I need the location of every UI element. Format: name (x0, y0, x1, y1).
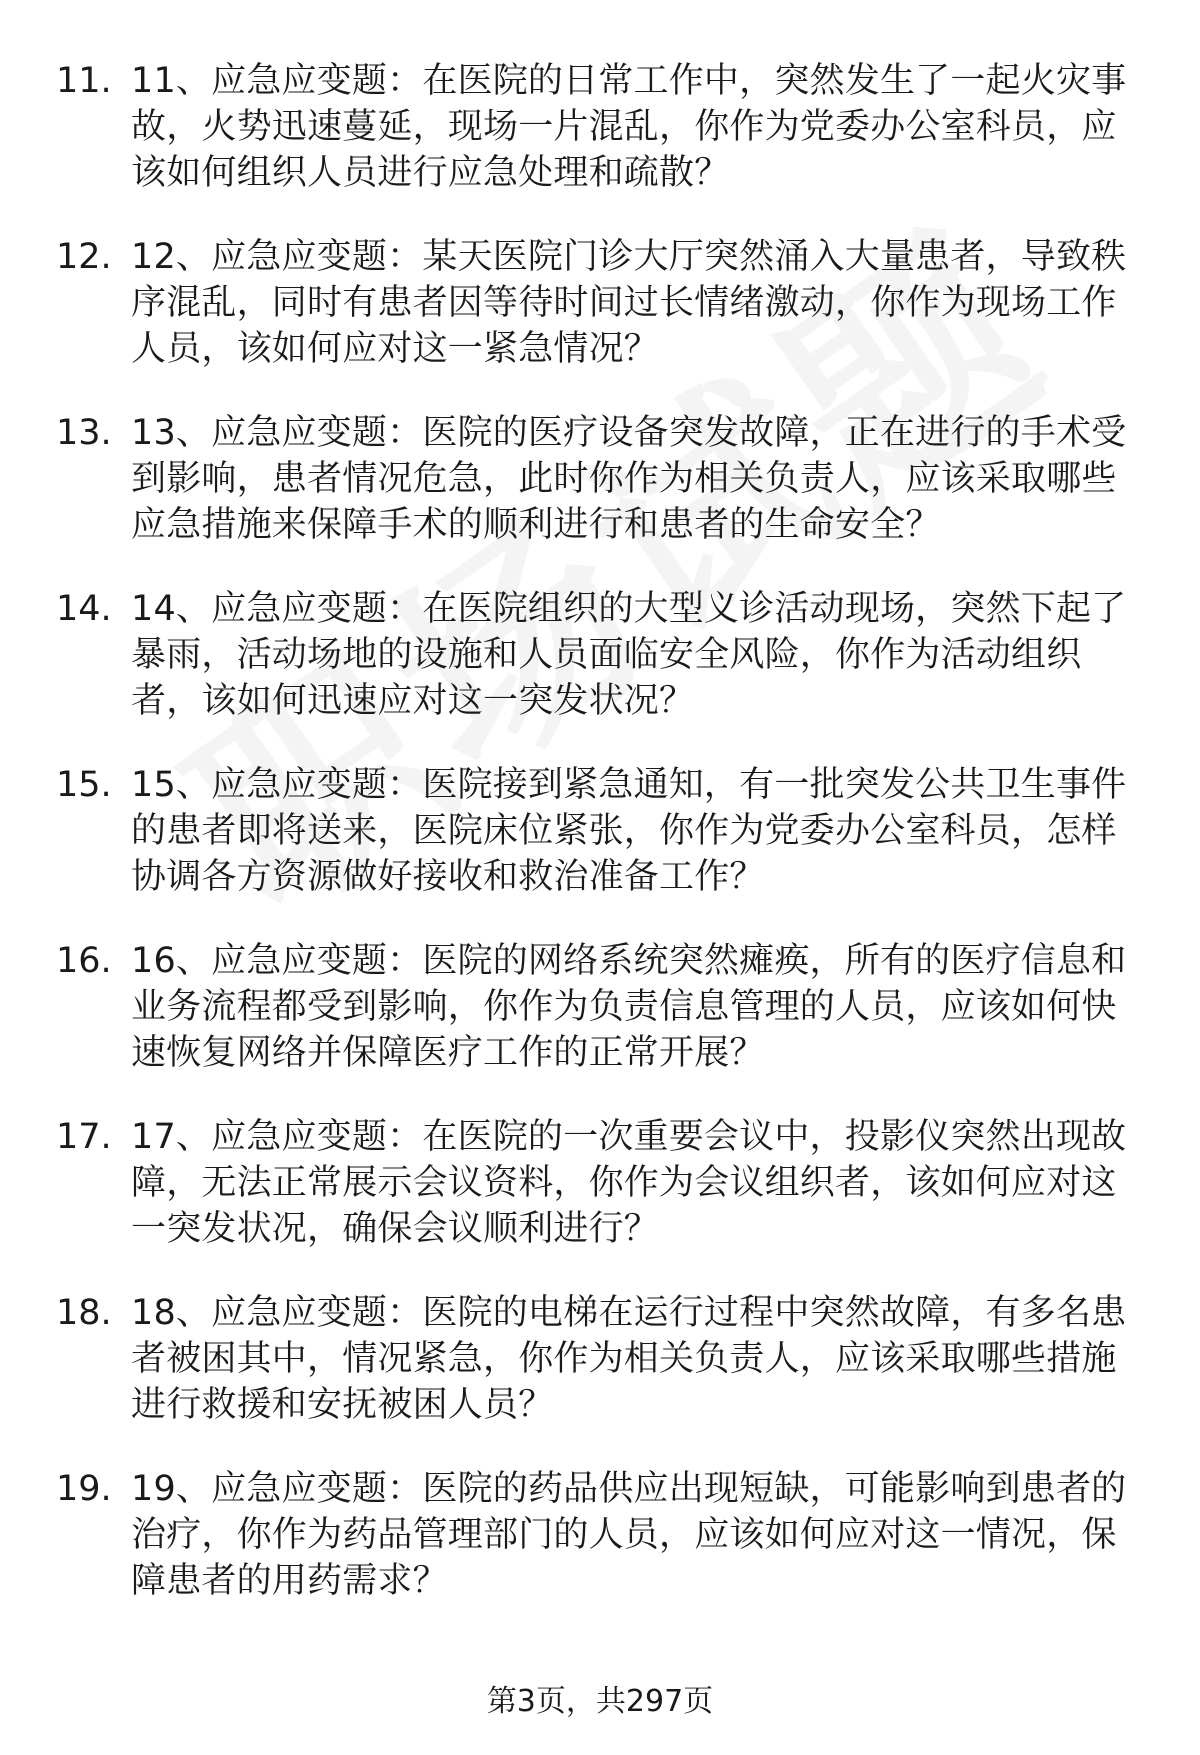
list-item (0, 938, 1200, 1114)
question-text: 15、应急应变题：医院接到紧急通知，有一批突发公共卫生事件的患者即将送来，医院床位紧张，你作为党委办公室科员，怎样协调各方资源做好接收和救治准备工作？ (131, 765, 1127, 897)
question-text: 12、应急应变题：某天医院门诊大厅突然涌入大量患者，导致秩序混乱，同时有患者因等待时间过长情绪激动，你作为现场工作人员，该如何应对这一紧急情况？ (131, 237, 1127, 369)
question-number: 12. (56, 237, 112, 277)
question-number: 17. (56, 1117, 112, 1157)
question-number: 11. (56, 61, 112, 101)
question-text: 19、应急应变题：医院的药品供应出现短缺，可能影响到患者的治疗，你作为药品管理部门的人员，应该如何应对这一情况，保障患者的用药需求？ (131, 1469, 1127, 1601)
question-list (0, 58, 1200, 1642)
list-item (0, 586, 1200, 762)
question-number: 19. (56, 1469, 112, 1509)
question-number: 14. (56, 589, 112, 629)
list-item (0, 1114, 1200, 1290)
list-item (0, 762, 1200, 938)
question-text: 18、应急应变题：医院的电梯在运行过程中突然故障，有多名患者被困其中，情况紧急，你作为相关负责人，应该采取哪些措施进行救援和安抚被困人员？ (131, 1293, 1127, 1425)
question-text: 13、应急应变题：医院的医疗设备突发故障，正在进行的手术受到影响，患者情况危急，此时你作为相关负责人，应该采取哪些应急措施来保障手术的顺利进行和患者的生命安全？ (131, 413, 1127, 545)
question-text: 14、应急应变题：在医院组织的大型义诊活动现场，突然下起了暴雨，活动场地的设施和人员面临安全风险，你作为活动组织者，该如何迅速应对这一突发状况？ (131, 589, 1127, 721)
question-text: 16、应急应变题：医院的网络系统突然瘫痪，所有的医疗信息和业务流程都受到影响，你作为负责信息管理的人员，应该如何快速恢复网络并保障医疗工作的正常开展？ (131, 941, 1127, 1073)
list-item (0, 1290, 1200, 1466)
list-item (0, 234, 1200, 410)
question-number: 13. (56, 413, 112, 453)
question-number: 15. (56, 765, 112, 805)
question-text: 11、应急应变题：在医院的日常工作中，突然发生了一起火灾事故，火势迅速蔓延，现场一片混乱，你作为党委办公室科员，应该如何组织人员进行应急处理和疏散？ (131, 61, 1127, 193)
question-text: 17、应急应变题：在医院的一次重要会议中，投影仪突然出现故障，无法正常展示会议资料，你作为会议组织者，该如何应对这一突发状况，确保会议顺利进行？ (131, 1117, 1127, 1249)
question-number: 16. (56, 941, 112, 981)
list-item (0, 1466, 1200, 1642)
question-number: 18. (56, 1293, 112, 1333)
list-item (0, 410, 1200, 586)
page-indicator: 第3页，共297页 (486, 1684, 714, 1719)
list-item (0, 58, 1200, 234)
